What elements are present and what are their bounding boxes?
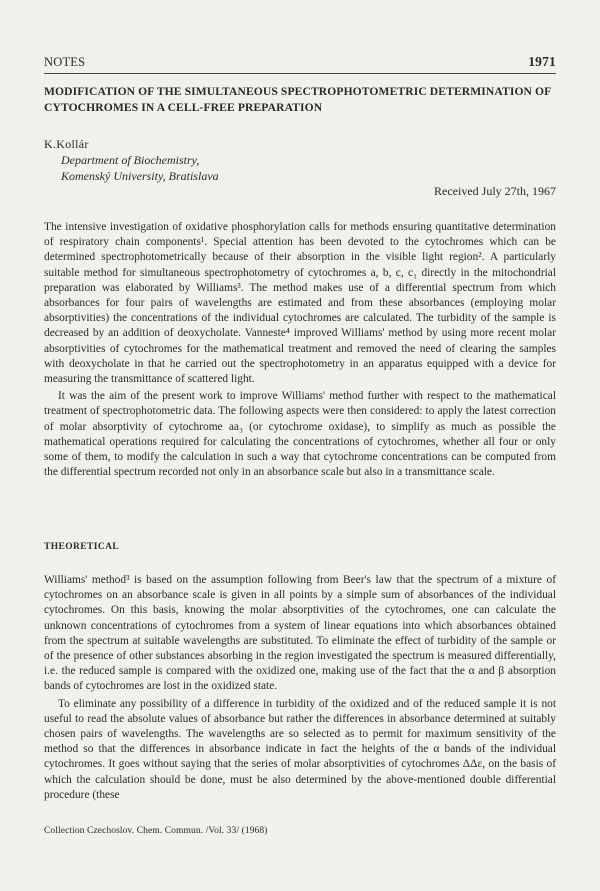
paragraph: Williams' method³ is based on the assumption following from Beer's law that the spectrum of a mixture of cytochromes on an absorbance scale is given in all points by a simple sum of absorbances of the individual cytochromes. On this basis, knowing the molar absorptivities of the cytochromes, one can calculate the unknown concentrations of cytochromes from a system of linear equations into which absorbances obtained from the spectrum at suitable wavelengths are substituted. To eliminate the effect of turbidity of the sample or of the presence of other substances absorbing in the region investigated the spectrum is measured differentially, i.e. the reduced sample is compared with the oxidized one, making use of the fact that the α and β absorption bands of cytochromes are lost in the oxidized state. (44, 574, 556, 693)
journal-footer: Collection Czechoslov. Chem. Commun. /Vol. 33/ (1968) (44, 826, 268, 836)
theoretical-text (44, 573, 556, 803)
running-header (44, 54, 556, 70)
article-title: MODIFICATION OF THE SIMULTANEOUS SPECTROPHOTOMETRIC DETERMINATION OF CYTOCHROMES IN A CELL-FREE PREPARATION (44, 85, 551, 114)
affiliation-line: Komenský University, Bratislava (61, 168, 219, 183)
affiliation-line: Department of Biochemistry, (61, 153, 200, 167)
section-label: NOTES (44, 55, 86, 69)
introduction-text (44, 220, 556, 480)
author-affiliation (61, 153, 219, 184)
received-date: Received July 27th, 1967 (434, 184, 556, 198)
author-name: K.Kollár (44, 137, 89, 151)
section-heading: THEORETICAL (44, 542, 120, 552)
paragraph: It was the aim of the present work to improve Williams' method further with respect to the mathematical treatment of spectrophotometric data. The following aspects were then considered: to apply the latest correction of molar absorptivity of cytochrome aa₃ (or cytochrome oxidase), to simplify as much as possible the mathematical operations required for calculating the concentrations of cytochromes, whether all four or only some of them, to modify the calculation in such a way that cytochrome concentrations can be computed from the differential spectrum recorded not only in an absorbance scale but also in a transmittance scale. (44, 390, 556, 479)
paragraph: To eliminate any possibility of a difference in turbidity of the oxidized and of the reduced sample it is not useful to read the absolute values of absorbance but rather the differences in absorbance determined at suitably chosen pairs of wavelengths. The wavelengths are so selected as to permit for maximum sensitivity of the method so that the differences in absorbance indicate in fact the heights of the α bands of the individual cytochromes. It goes without saying that the series of molar absorptivities of cytochromes ΔΔε, on the basis of which the calculation should be done, must be also determined by the above-mentioned double differential procedure (these (44, 697, 556, 801)
paragraph: The intensive investigation of oxidative phosphorylation calls for methods ensuring quantitative determination of respiratory chain components¹. Special attention has been devoted to the cytochromes which can be determined spectrophotometrically because of their absorption in the visible light region². A particularly suitable method for simultaneous spectrophotometry of cytochromes a, b, c, c₁ directly in the mitochondrial preparation was elaborated by Williams³. The method makes use of a differential spectrum from which absorbances for four pairs of wavelengths are estimated and from these absorbances (employing molar absorptivities) the concentrations of the individual cytochromes are calculated. The turbidity of the sample is decreased by an addition of deoxycholate. Vanneste⁴ improved Williams' method by using more recent molar absorptivities of cytochromes for the mathematical treatment and removed the need of clearing the samples with deoxycholate in that he carried out the spectrophotometry in an apparatus equipped with a device for measuring the transmittance of scattered light. (44, 221, 556, 386)
header-rule (44, 73, 556, 74)
page-number: 1971 (528, 54, 556, 69)
